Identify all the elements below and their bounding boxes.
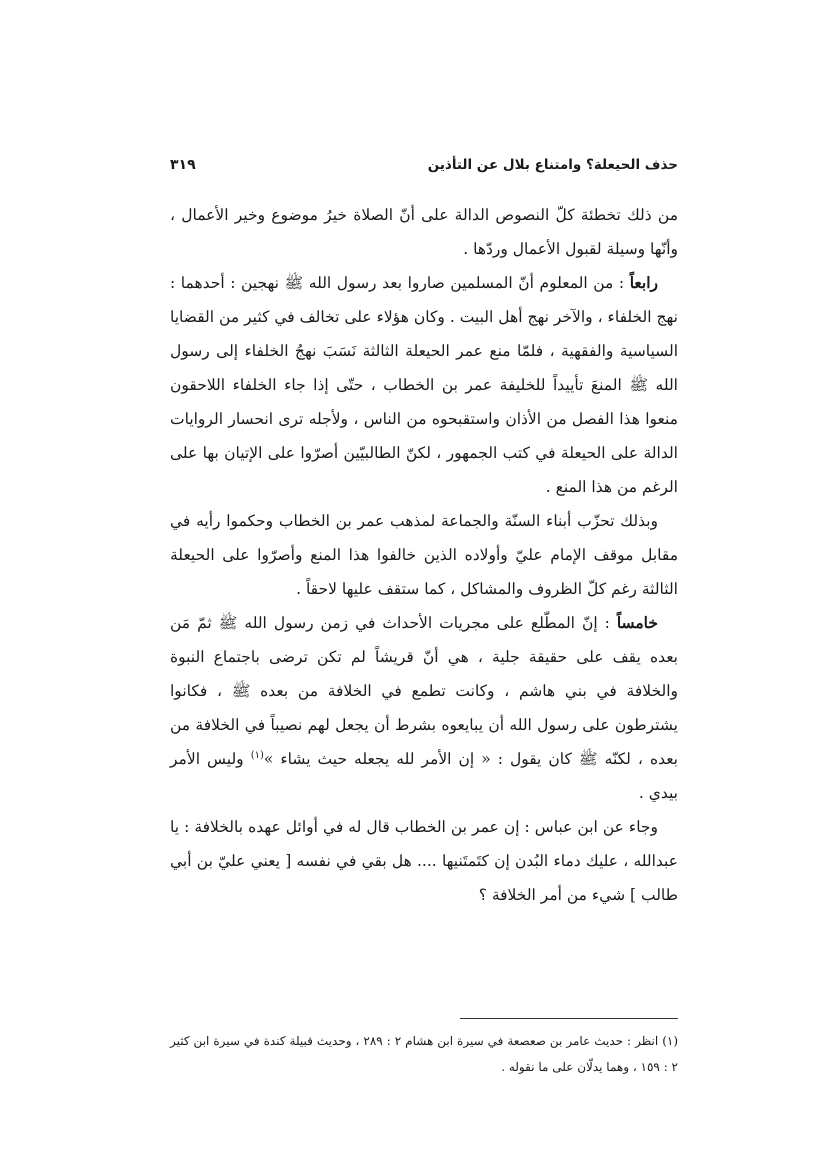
footnotes [170,1028,678,1080]
paragraph-fifthly [170,606,678,810]
paragraph-text-continued: وليس الأمر بيدي . [170,750,678,802]
footnote-marker[interactable]: (١) [250,749,264,761]
footnote-item: (١) انظر : حديث عامر بن صعصعة في سيرة ابن هشام ٢ : ٢٨٩ ، وحديث قبيلة كندة في سيرة ابن كثير ٢ : ١٥٩ ، وهما يدلّان على ما نقوله . [170,1034,679,1074]
page-header [170,153,678,177]
paragraph-text: من ذلك تخطئة كلّ النصوص الدالة على أنّ الصلاة خيرُ موضوع وخير الأعمال ، وأنّها وسيلة لقبول الأعمال وردّها . [170,206,678,258]
paragraph-ibn-abbas [170,810,678,912]
paragraph-text: : من المعلوم أنّ المسلمين صاروا بعد رسول الله ﷺ نهجين : أحدهما : نهج الخلفاء ، والآخر نهج أهل البيت . وكان هؤلاء على تخالف في كثير من القضايا السياسية والفقهية ، فلمّا منع عمر الحيعلة الثالثة نَسَبَ نهجُ الخلفاء إلى رسول الله ﷺ المنعَ تأييداً للخليفة عمر بن الخطاب ، حتّى إذا جاء الخلفاء اللاحقون منعوا هذا الفصل من الأذان واستقبحوه من الناس ، ولأجله ترى انحسار الروايات الدالة على الحيعلة في كتب الجمهور ، لكنّ الطالبيّين أصرّوا على الإتيان بها على الرغم من هذا المنع . [170,274,678,496]
paragraph-text: وجاء عن ابن عباس : إن عمر بن الخطاب قال له في أوائل عهده بالخلافة : يا عبدالله ، عليك دماء البُدن إن كتَمتَنيها .... هل بقي في نفسه [ يعني عليّ بن أبي طالب ] شيء من أمر الخلافة ؟ [170,818,678,904]
page-number: ٣١٩ [170,157,196,173]
paragraph-continuation [170,198,678,266]
footnote-divider [460,1018,678,1019]
paragraph-lead: خامساً [616,613,658,632]
paragraph-fourthly [170,266,678,504]
paragraph-partisanship [170,504,678,606]
main-text [170,198,678,912]
running-title: حذف الحيعلة؟ وامتناع بلال عن التأذين [427,157,678,173]
paragraph-text: : إنّ المطّلع على مجريات الأحداث في زمن رسول الله ﷺ ثمّ مَن بعده يقف على حقيقة جلية ، هي أنّ قريشاً لم تكن ترضى باجتماع النبوة والخلافة في بني هاشم ، وكانت تطمع في الخلافة من بعده ﷺ ، فكانوا يشترطون على رسول الله أن يبايعوه بشرط أن يجعل لهم نصيباً في الخلافة من بعده ، لكنّه ﷺ كان يقول : « إن الأمر لله يجعله حيث يشاء » [170,614,678,768]
paragraph-text: وبذلك تحزّب أبناء السنّة والجماعة لمذهب عمر بن الخطاب وحكموا رأيه في مقابل موقف الإمام عليّ وأولاده الذين خالفوا هذا المنع وأصرّوا على الحيعلة الثالثة رغم كلّ الظروف والمشاكل ، كما ستقف عليها لاحقاً . [170,512,678,598]
paragraph-lead: رابعاً [629,273,658,292]
